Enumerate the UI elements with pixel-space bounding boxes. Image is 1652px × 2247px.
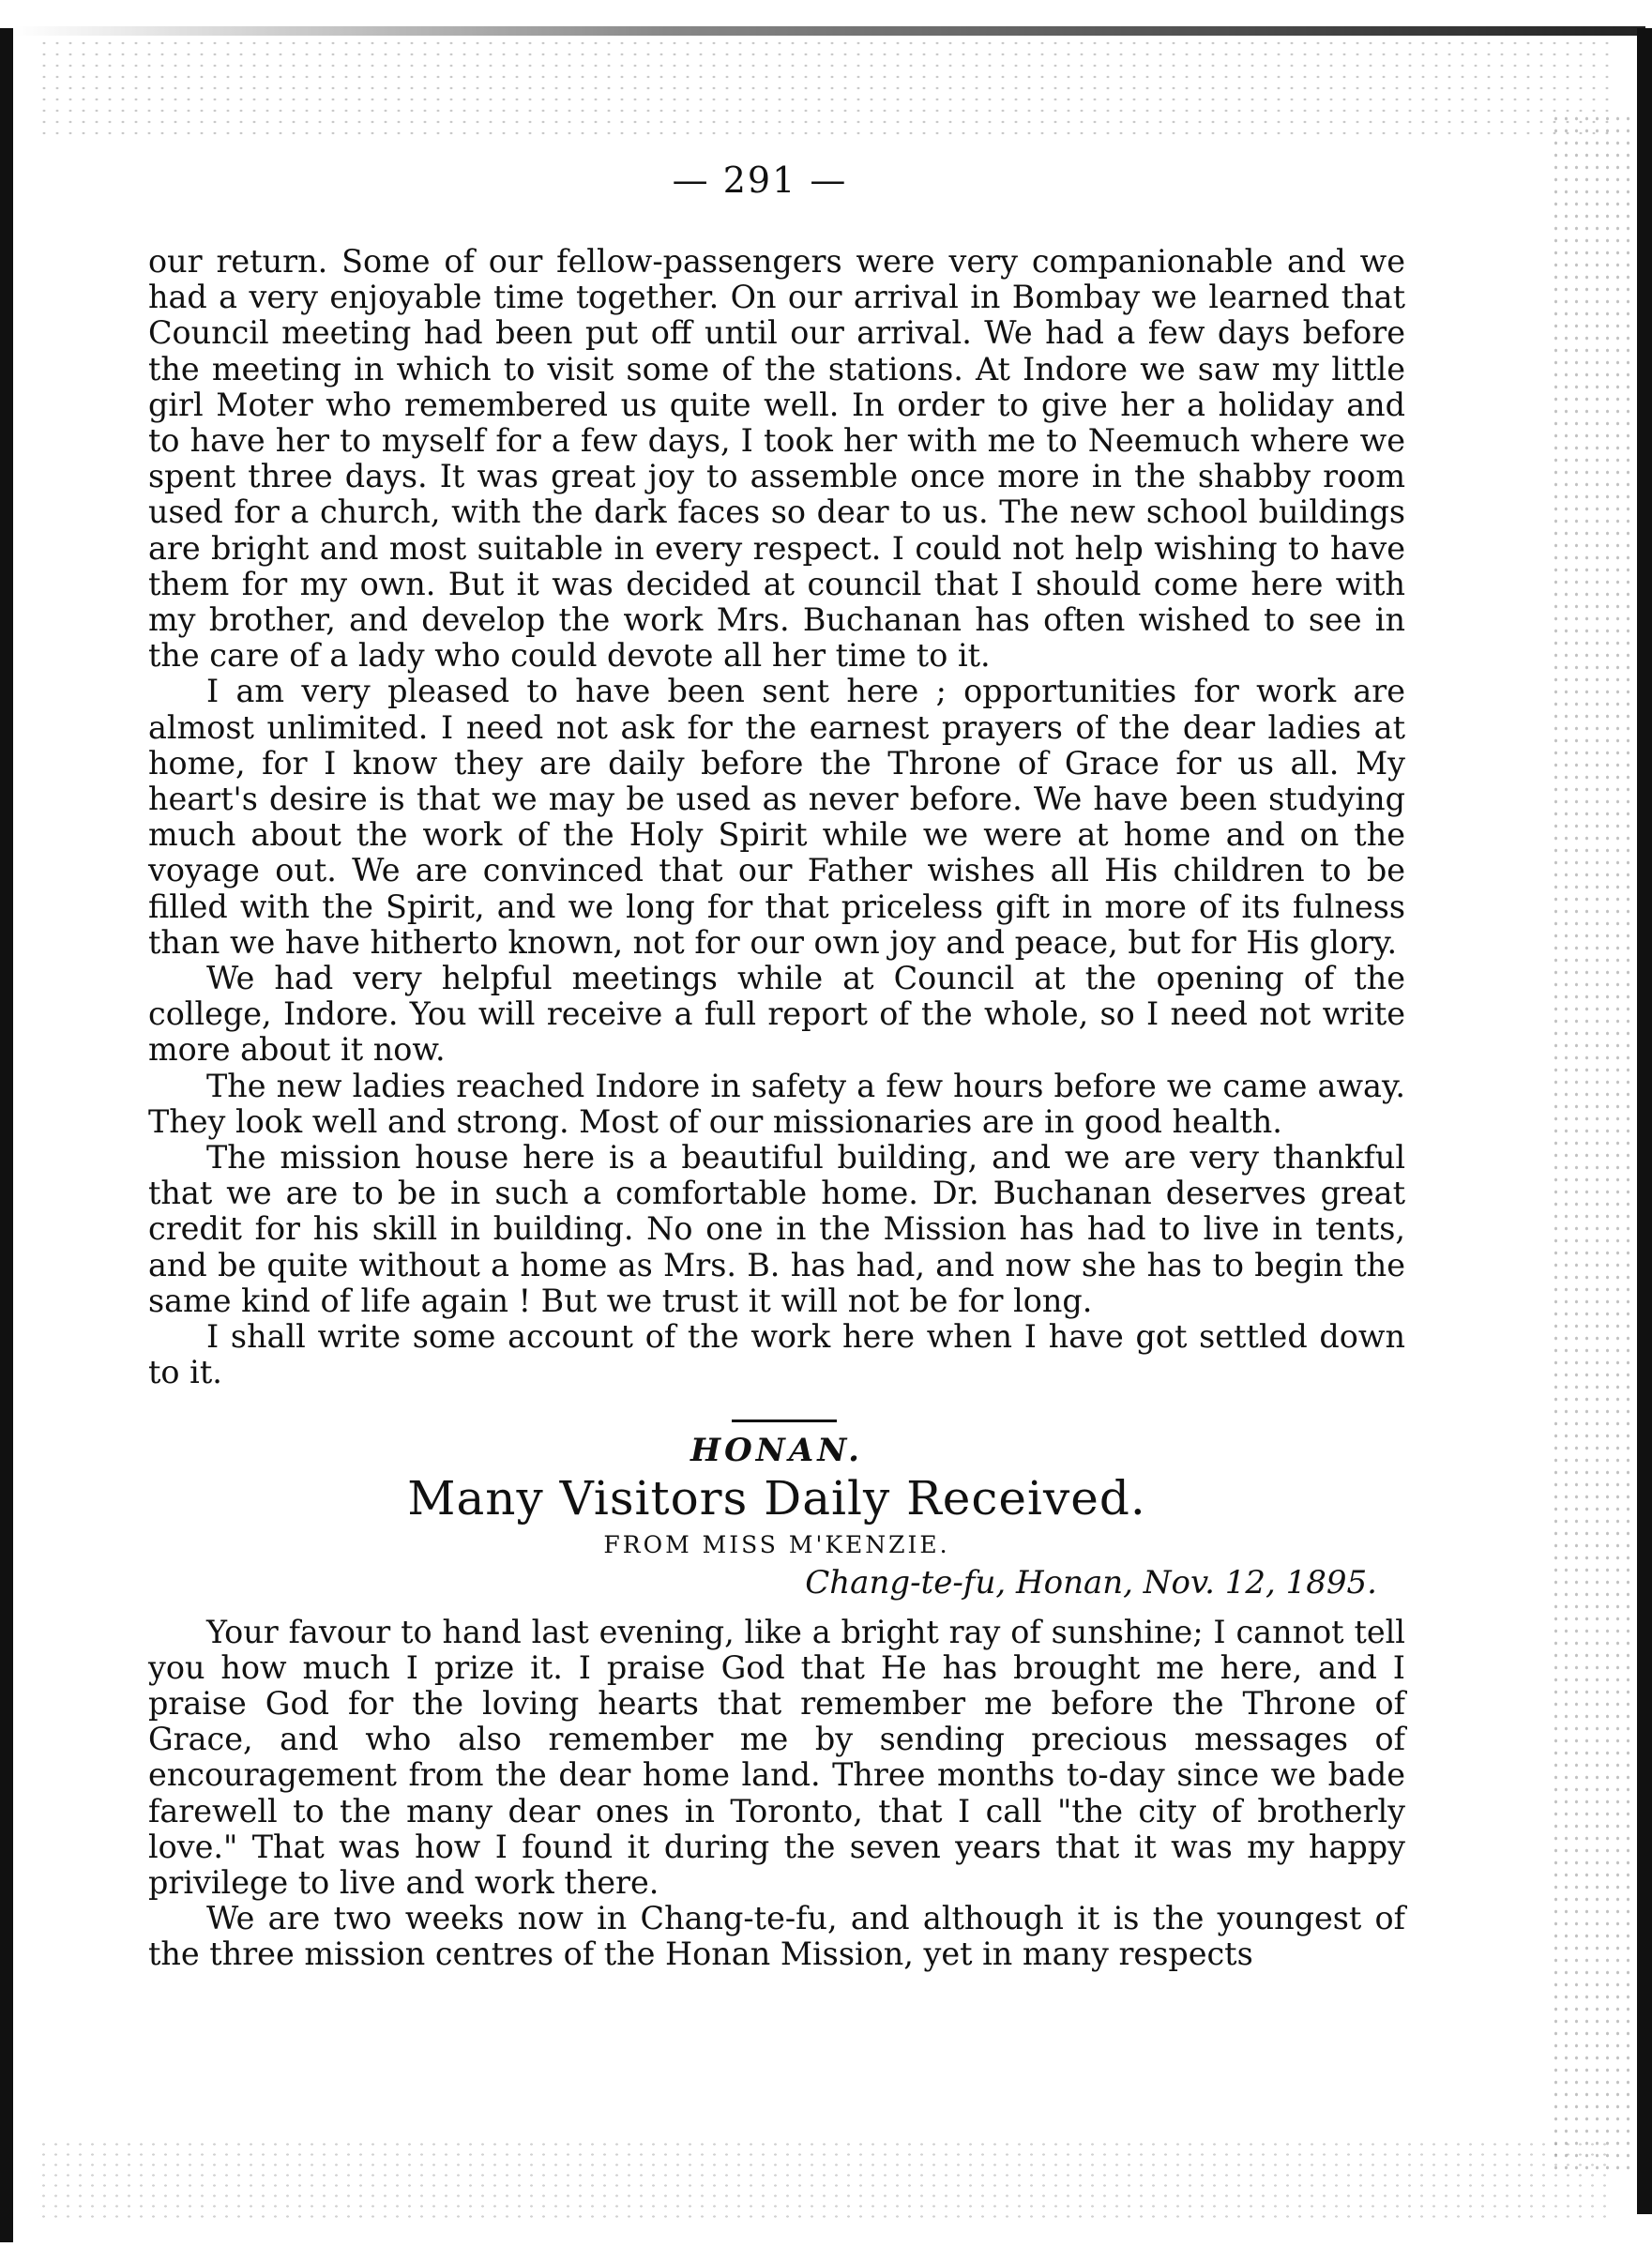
scan-noise-bottom [38, 2139, 1614, 2224]
paragraph: I am very pleased to have been sent here ; opportunities for work are almost unlimited. I need not ask for the earnest prayers of the dear ladies at home, for I know they are daily before the Throne of Grace for us all. My heart's desire is that we may be used as never before. We have been studying much about the work of the Holy Spirit while we were at home and on the voyage out. We are convinced that our Father wishes all His children to be filled with the Spirit, and we long for that priceless gift in more of its fulness than we have hitherto known, not for our own joy and peace, but for His glory. [148, 673, 1405, 961]
scan-edge-right [1637, 28, 1652, 2214]
paragraph: Your favour to hand last evening, like a bright ray of sunshine; I cannot tell you how much I prize it. I praise God that He has brought me here, and I praise God for the loving hearts that remember me before the Throne of Grace, and who also remember me by sending precious messages of encouragement from the dear home land. Three months to-day since we bade farewell to the many dear ones in Toronto, that I call "the city of brotherly love." That was how I found it during the seven years that it was my happy privilege to live and work there. [148, 1613, 1405, 1901]
paragraph: We had very helpful meetings while at Council at the opening of the college, Indore. You will receive a full report of the whole, so I need not write more about it now. [148, 960, 1405, 1069]
scan-edge-left [0, 28, 13, 2242]
text-column [148, 244, 1405, 1973]
paragraph: The new ladies reached Indore in safety a few hours before we came away. They look well and strong. Most of our missionaries are in good health. [148, 1067, 1405, 1140]
page-number: — 291 — [672, 159, 848, 201]
paragraph: The mission house here is a beautiful building, and we are very thankful that we are to be in such a comfortable home. Dr. Buchanan deserves great credit for his skill in building. No one in the Mission has had to live in tents, and be quite without a home as Mrs. B. has had, and now she has to begin the same kind of life again ! But we trust it will not be for long. [148, 1139, 1405, 1319]
scan-noise-top [38, 38, 1614, 141]
section-divider [732, 1420, 837, 1422]
article-byline: FROM MISS M'KENZIE. [603, 1530, 950, 1558]
scan-noise-right [1551, 113, 1635, 2177]
section-label: HONAN. [690, 1431, 863, 1469]
paragraph: We are two weeks now in Chang-te-fu, and although it is the youngest of the three mission centres of the Honan Mission, yet in many respects [148, 1900, 1405, 1973]
paragraph: I shall write some account of the work here when I have got settled down to it. [148, 1318, 1405, 1391]
paragraph: our return. Some of our fellow-passengers were very companionable and we had a very enjoyable time together. On our arrival in Bombay we learned that Council meeting had been put off until our arrival. We had a few days before the meeting in which to visit some of the stations. At Indore we saw my little girl Moter who remembered us quite well. In order to give her a holiday and to have her to myself for a few days, I took her with me to Neemuch where we spent three days. It was great joy to assemble once more in the shabby room used for a church, with the dark faces so dear to us. The new school buildings are bright and most suitable in every respect. I could not help wishing to have them for my own. But it was decided at council that I should come here with my brother, and develop the work Mrs. Buchanan has often wished to see in the care of a lady who could devote all her time to it. [148, 243, 1405, 675]
article-headline: Many Visitors Daily Received. [407, 1470, 1146, 1526]
article-dateline: Chang-te-fu, Honan, Nov. 12, 1895. [805, 1563, 1377, 1602]
scan-edge-top [13, 26, 1645, 36]
